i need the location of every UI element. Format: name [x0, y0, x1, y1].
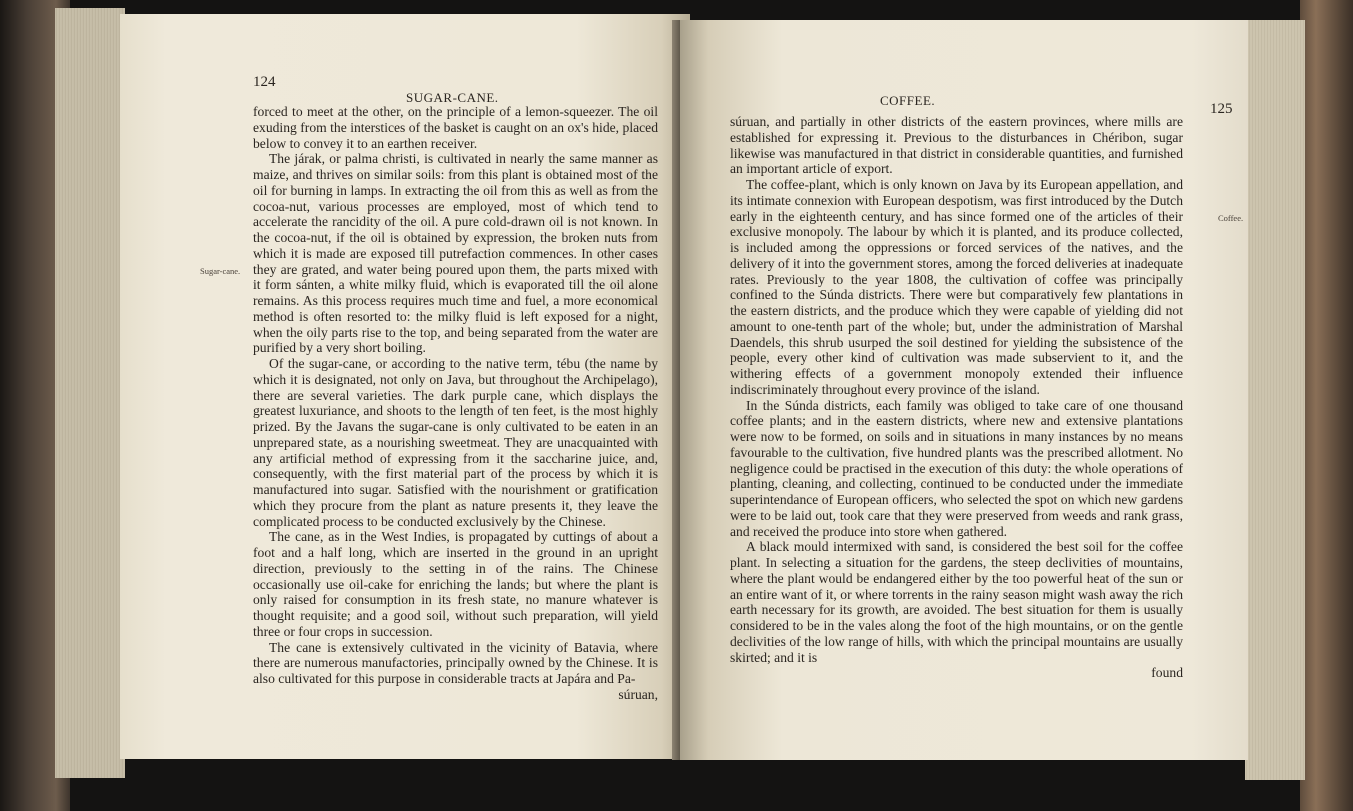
- left-catchword: súruan,: [618, 686, 658, 702]
- left-paragraph-5: The cane is extensively cultivated in the vicinity of Batavia, where there are numerous manufactories, principally owned by the Chinese. It is also cultivated for this purpose in considerable tracts at Japára and Pa-: [253, 639, 658, 686]
- left-paragraph-4: The cane, as in the West Indies, is propagated by cuttings of about a foot and a half long, which are inserted in the ground in an upright direction, previously to the setting in of the rains. The Chinese occasionally use oil-cake for enriching the lands; but where the plant is only raised for consumption in its fresh state, no manure whatever is thought requisite; and a good soil, without such preparation, will yield three or four crops in succession.: [253, 529, 658, 639]
- left-page: [120, 14, 690, 759]
- right-page-body: [730, 114, 1183, 681]
- left-page-number: 124: [253, 74, 276, 90]
- right-catchword: found: [1151, 665, 1183, 681]
- right-running-header: COFFEE.: [880, 93, 936, 108]
- right-paragraph-2: The coffee-plant, which is only known on Java by its European appellation, and its intimate connexion with European despotism, was first introduced by the Dutch early in the eighteenth century, and has since formed one of the articles of their exclusive monopoly. The labour by which it is planted, and its produce collected, is included among the oppressions or forced services of the natives, and the delivery of it into the government stores, among the forced deliveries at inadequate rates. Previously to the year 1808, the cultivation of coffee was principally confined to the Súnda districts. There were but comparatively few plantations in the eastern districts, and the produce which they were capable of yielding did not amount to one-tenth part of the whole; but, under the administration of Marshal Daendels, this shrub usurped the soil destined for yielding the subsistence of the people, every other kind of cultivation was made subservient to it, and the withering effects of a government monopoly extended their influence indiscriminately throughout every province of the island.: [730, 177, 1183, 397]
- right-page-number: 125: [1210, 101, 1233, 117]
- left-running-header: SUGAR-CANE.: [406, 90, 499, 105]
- right-margin-note: Coffee.: [1218, 213, 1244, 223]
- left-paragraph-2: The járak, or palma christi, is cultivated in nearly the same manner as maize, and thrives on similar soils: from this plant is obtained most of the oil for burning in lamps. In extracting the oil from this as well as from the cocoa-nut, various processes are employed, most of which tend to accelerate the rancidity of the oil. A pure cold-drawn oil is not known. In the cocoa-nut, if the oil is obtained by expression, the broken nuts from which it is made are exposed till putrefaction commences. In other cases they are grated, and water being poured upon them, the parts mixed with it form sánten, a white milky fluid, which is evaporated till the oil alone remains. As this process requires much time and fuel, a more economical method is often resorted to: the milky fluid is left exposed for a night, when the oily parts rise to the top, and being separated from the water are purified by a very short boiling.: [253, 151, 658, 356]
- right-page-edges: [1245, 20, 1305, 780]
- left-page-edges: [55, 8, 125, 778]
- left-margin-note: Sugar-cane.: [200, 266, 241, 276]
- left-paragraph-1: forced to meet at the other, on the principle of a lemon-squeezer. The oil exuding from the interstices of the basket is caught on an ox's hide, placed below to convey it to an earthen receiver.: [253, 104, 658, 151]
- left-paragraph-3: Of the sugar-cane, or according to the native term, tébu (the name by which it is designated, not only on Java, but throughout the Archipelago), there are several varieties. The dark purple cane, which displays the greatest luxuriance, and shoots to the length of ten feet, is the most highly prized. By the Javans the sugar-cane is only cultivated to be eaten in an unprepared state, as a nourishing sweetmeat. They are unacquainted with any artificial method of expressing from it the saccharine juice, and, consequently, with the first material part of the process by which it is manufactured into sugar. Satisfied with the nourishment or gratification which they procure from the plant as nature presents it, they leave the complicated process to be conducted exclusively by the Chinese.: [253, 356, 658, 529]
- right-paragraph-3: In the Súnda districts, each family was obliged to take care of one thousand coffee plants; and in the eastern districts, where new and extensive plantations were now to be formed, on soils and in situations in many instances by no means favourable to the cultivation, five hundred plants was the prescribed allotment. No negligence could be practised in the execution of this duty: the whole operations of planting, cleaning, and collecting, continued to be conducted under the immediate superintendance of European officers, who selected the spot on which new gardens were to be laid out, took care that they were preserved from weeds and rank grass, and received the produce into store when gathered.: [730, 397, 1183, 539]
- right-paragraph-4: A black mould intermixed with sand, is considered the best soil for the coffee plant. In selecting a situation for the gardens, the steep declivities of mountains, where the plant would be endangered either by the too powerful heat of the sun or an entire want of it, or where torrents in the rainy season might wash away the rich earth necessary for its growth, are avoided. The best situation for them is usually considered to be in the vales along the foot of the high mountains, or on the gentle declivities of the low range of hills, with which the principal mountains are usually skirted; and it is: [730, 539, 1183, 665]
- right-paragraph-1: súruan, and partially in other districts of the eastern provinces, where mills are established for expressing it. Previous to the disturbances in Chéribon, sugar likewise was manufactured in that district in considerable quantities, and furnished an important article of export.: [730, 114, 1183, 177]
- left-page-body: [253, 104, 658, 703]
- right-page: [680, 20, 1248, 760]
- right-cover: [1300, 0, 1353, 811]
